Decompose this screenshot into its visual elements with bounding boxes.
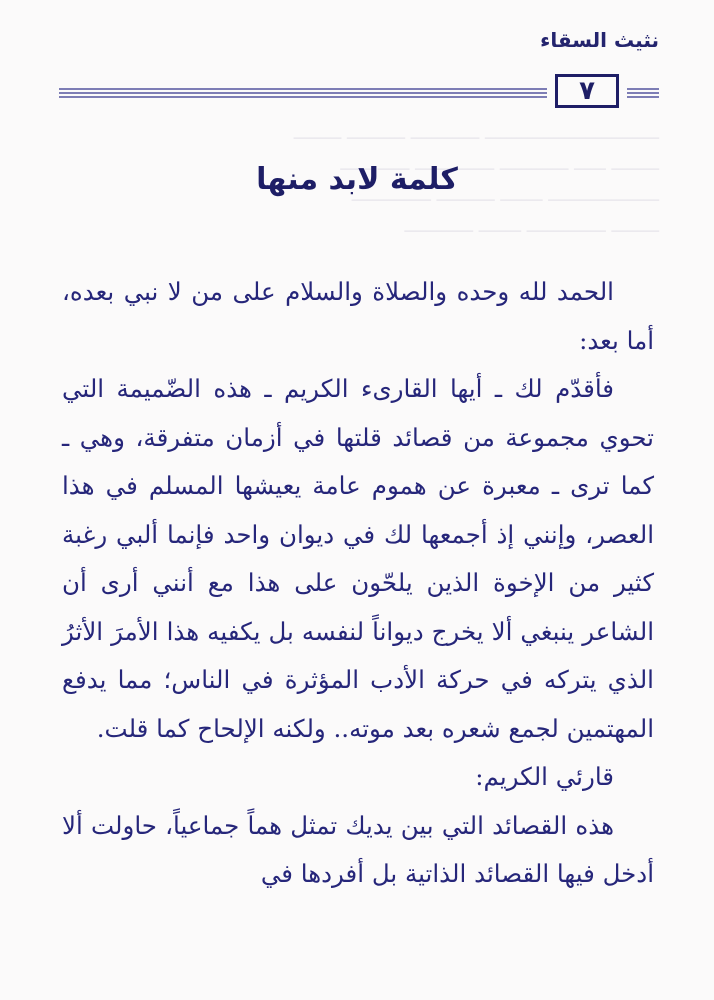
page-number: ٧ (579, 76, 595, 106)
header-rule-right-stripes (627, 88, 659, 98)
paragraph-1: الحمد لله وحده والصلاة والسلام على من لا نبي بعده، أما بعد: (62, 277, 654, 355)
body-text (62, 268, 654, 899)
header-rule (59, 74, 659, 110)
paragraph-3: قارئي الكريم: (475, 762, 614, 791)
show-through-texture: ـــــــــــــــــــــــــــــــــ ـــــــــــــ ـــــــــــ ـــــــــ ـــــــــ ــــــ ـــــــــــــ ـــــــــــــــ ــــــ ــــــ ـــــــــــــــــــــ ــــــــ ـــــــــــ ـــــــــــــــ ـــــــــ ـــــــــــــــ ــــــــ ـــــــــــــ (293, 123, 659, 237)
chapter-title: كلمة لابد منها (256, 162, 458, 197)
running-head-title: نثيث السقاء (540, 28, 659, 52)
header-rule-left-stripes (59, 88, 547, 98)
paragraph-2: فأقدّم لك ـ أيها القارىء الكريم ـ هذه الضّميمة التي تحوي مجموعة من قصائد قلتها في أزمان متفرقة، وهي ـ كما ترى ـ معبرة عن هموم عامة يعيشها المسلم في هذا العصر، وإنني إذ أجمعها لك في ديوان واحد فإنما ألبي رغبة كثير من الإخوة الذين يلحّون على هذا مع أنني أرى أن الشاعر ينبغي ألا يخرج ديواناً لنفسه بل يكفيه هذا الأمرَ الأثرُ الذي يتركه في حركة الأدب المؤثرة في الناس؛ مما يدفع المهتمين لجمع شعره بعد موته.. ولكنه الإلحاح كما قلت. (62, 374, 654, 743)
paragraph-4: هذه القصائد التي بين يديك تمثل هماً جماعياً، حاولت ألا أدخل فيها القصائد الذاتية بل أفردها في (62, 810, 654, 888)
page-number-box (555, 74, 619, 108)
